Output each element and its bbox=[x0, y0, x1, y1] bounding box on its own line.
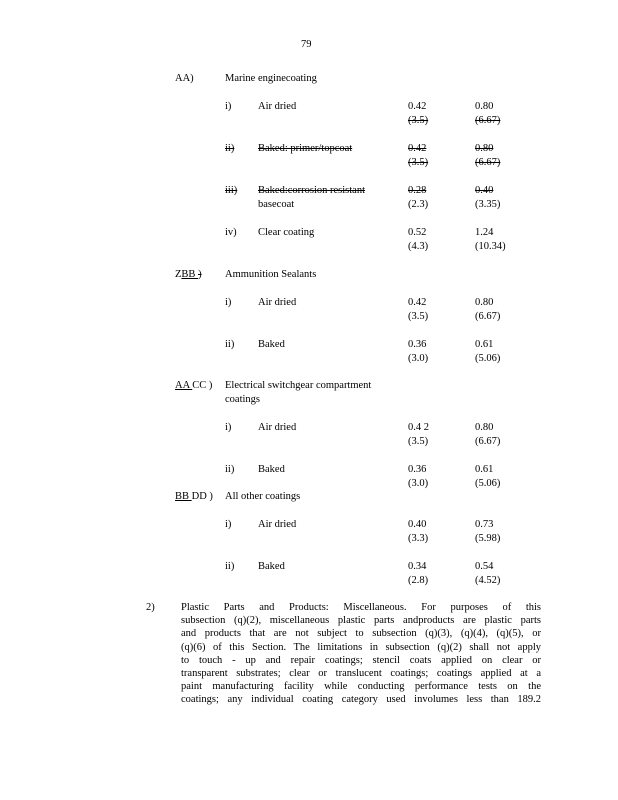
paragraph-line: coatings; any individual coating category used involumes less than 189.2 bbox=[181, 694, 541, 706]
limit-value-2: 0.80 bbox=[475, 101, 494, 112]
item-number: i) bbox=[225, 422, 232, 433]
item-number: i) bbox=[225, 101, 232, 112]
limit-value-2-metric: (4.52) bbox=[475, 575, 501, 586]
item-number: iii) bbox=[225, 185, 238, 196]
section-label bbox=[175, 268, 202, 281]
limit-value-2-metric: (6.67) bbox=[475, 436, 501, 447]
page-number: 79 bbox=[301, 39, 312, 50]
limit-value-1-metric: (4.3) bbox=[408, 241, 429, 252]
section-title: All other coatings bbox=[225, 491, 301, 502]
paragraph-line: paint manufacturing facility while conducting performance tests on the bbox=[181, 681, 541, 693]
limit-value-2-metric: (10.34) bbox=[475, 241, 506, 252]
limit-value-2: 0.61 bbox=[475, 464, 494, 475]
item-number: ii) bbox=[225, 464, 235, 475]
section-title: Marine enginecoating bbox=[225, 73, 317, 84]
section-title-line2: coatings bbox=[225, 394, 260, 405]
limit-value-1-metric: (2.3) bbox=[408, 199, 429, 210]
limit-value-1-metric: (3.5) bbox=[408, 436, 429, 447]
section-title: Ammunition Sealants bbox=[225, 269, 317, 280]
limit-value-2: 0.73 bbox=[475, 519, 494, 530]
limit-value-2-metric: (6.67) bbox=[475, 157, 501, 168]
section-title: Electrical switchgear compartment bbox=[225, 380, 372, 391]
limit-value-2: 0.80 bbox=[475, 422, 494, 433]
limit-value-1: 0.4 2 bbox=[408, 422, 429, 433]
limit-value-1-metric: (2.8) bbox=[408, 575, 429, 586]
item-number: ii) bbox=[225, 143, 235, 154]
section-label-part: BB bbox=[175, 491, 192, 502]
limit-value-2-metric: (3.35) bbox=[475, 199, 501, 210]
limit-value-2: 0.40 bbox=[475, 185, 494, 196]
paragraph-line: transparent substrates; clear or translucent coatings; coatings applied at a bbox=[181, 667, 541, 679]
limit-value-1: 0.34 bbox=[408, 561, 427, 572]
item-name: Air dried bbox=[258, 422, 297, 433]
item-name-line2: basecoat bbox=[258, 199, 295, 210]
paragraph-line: and products that are not subject to subsection (q)(3), (q)(4), (q)(5), or bbox=[181, 628, 541, 640]
limit-value-2: 0.80 bbox=[475, 143, 494, 154]
paragraph-line: Plastic Parts and Products: Miscellaneous. For purposes of this bbox=[181, 602, 541, 613]
limit-value-2: 0.61 bbox=[475, 339, 494, 350]
paragraph-body bbox=[181, 601, 541, 707]
limit-value-1-metric: (3.3) bbox=[408, 533, 429, 544]
section-label-part: AA) bbox=[175, 73, 194, 84]
section-label-part: Z bbox=[175, 269, 182, 280]
item-name: Baked:corrosion resistant bbox=[258, 185, 366, 196]
item-number: ii) bbox=[225, 339, 235, 350]
item-name: Baked bbox=[258, 561, 285, 572]
item-number: iv) bbox=[225, 227, 237, 238]
item-number: i) bbox=[225, 297, 232, 308]
limit-value-1: 0.42 bbox=[408, 101, 427, 112]
paragraph-line: subsection (q)(2), miscellaneous plastic parts andproducts are plastic parts bbox=[181, 615, 541, 627]
limit-value-1: 0.42 bbox=[408, 297, 427, 308]
item-number: i) bbox=[225, 519, 232, 530]
limit-value-1-metric: (3.5) bbox=[408, 311, 429, 322]
limit-value-2-metric: (5.98) bbox=[475, 533, 501, 544]
section-label-part: AA bbox=[175, 380, 193, 391]
limit-value-2-metric: (5.06) bbox=[475, 353, 501, 364]
limit-value-2: 0.54 bbox=[475, 561, 494, 572]
section-label-part: CC ) bbox=[192, 380, 213, 391]
limit-value-1: 0.40 bbox=[408, 519, 427, 530]
section-label bbox=[175, 72, 194, 85]
limit-value-2: 1.24 bbox=[475, 227, 494, 238]
item-name: Baked bbox=[258, 339, 285, 350]
paragraph-number: 2) bbox=[146, 602, 155, 613]
section-label bbox=[175, 379, 212, 392]
limit-value-1: 0.52 bbox=[408, 227, 427, 238]
limit-value-2: 0.80 bbox=[475, 297, 494, 308]
item-name: Baked bbox=[258, 464, 285, 475]
limit-value-1: 0.36 bbox=[408, 464, 427, 475]
limit-value-1: 0.28 bbox=[408, 185, 427, 196]
limit-value-1-metric: (3.0) bbox=[408, 478, 429, 489]
section-label-part: ) bbox=[198, 269, 202, 280]
item-number: ii) bbox=[225, 561, 235, 572]
limit-value-2-metric: (5.06) bbox=[475, 478, 501, 489]
limit-value-2-metric: (6.67) bbox=[475, 115, 501, 126]
limit-value-1-metric: (3.5) bbox=[408, 115, 429, 126]
item-name: Air dried bbox=[258, 519, 297, 530]
limit-value-1: 0.42 bbox=[408, 143, 427, 154]
paragraph-line: (q)(6) of this Section. The limitations in subsection (q)(2) shall not apply bbox=[181, 641, 541, 653]
limit-value-2-metric: (6.67) bbox=[475, 311, 501, 322]
item-name: Air dried bbox=[258, 101, 297, 112]
item-name: Clear coating bbox=[258, 227, 315, 238]
limit-value-1-metric: (3.0) bbox=[408, 353, 429, 364]
item-name: Air dried bbox=[258, 297, 297, 308]
section-label-part: BB bbox=[181, 269, 199, 280]
item-name: Baked: primer/topcoat bbox=[258, 143, 353, 154]
limit-value-1-metric: (3.5) bbox=[408, 157, 429, 168]
paragraph-line: to touch - up and repair coatings; stencil coats applied on clear or bbox=[181, 654, 541, 666]
section-label-part: DD ) bbox=[191, 491, 213, 502]
limit-value-1: 0.36 bbox=[408, 339, 427, 350]
section-label bbox=[175, 490, 213, 503]
